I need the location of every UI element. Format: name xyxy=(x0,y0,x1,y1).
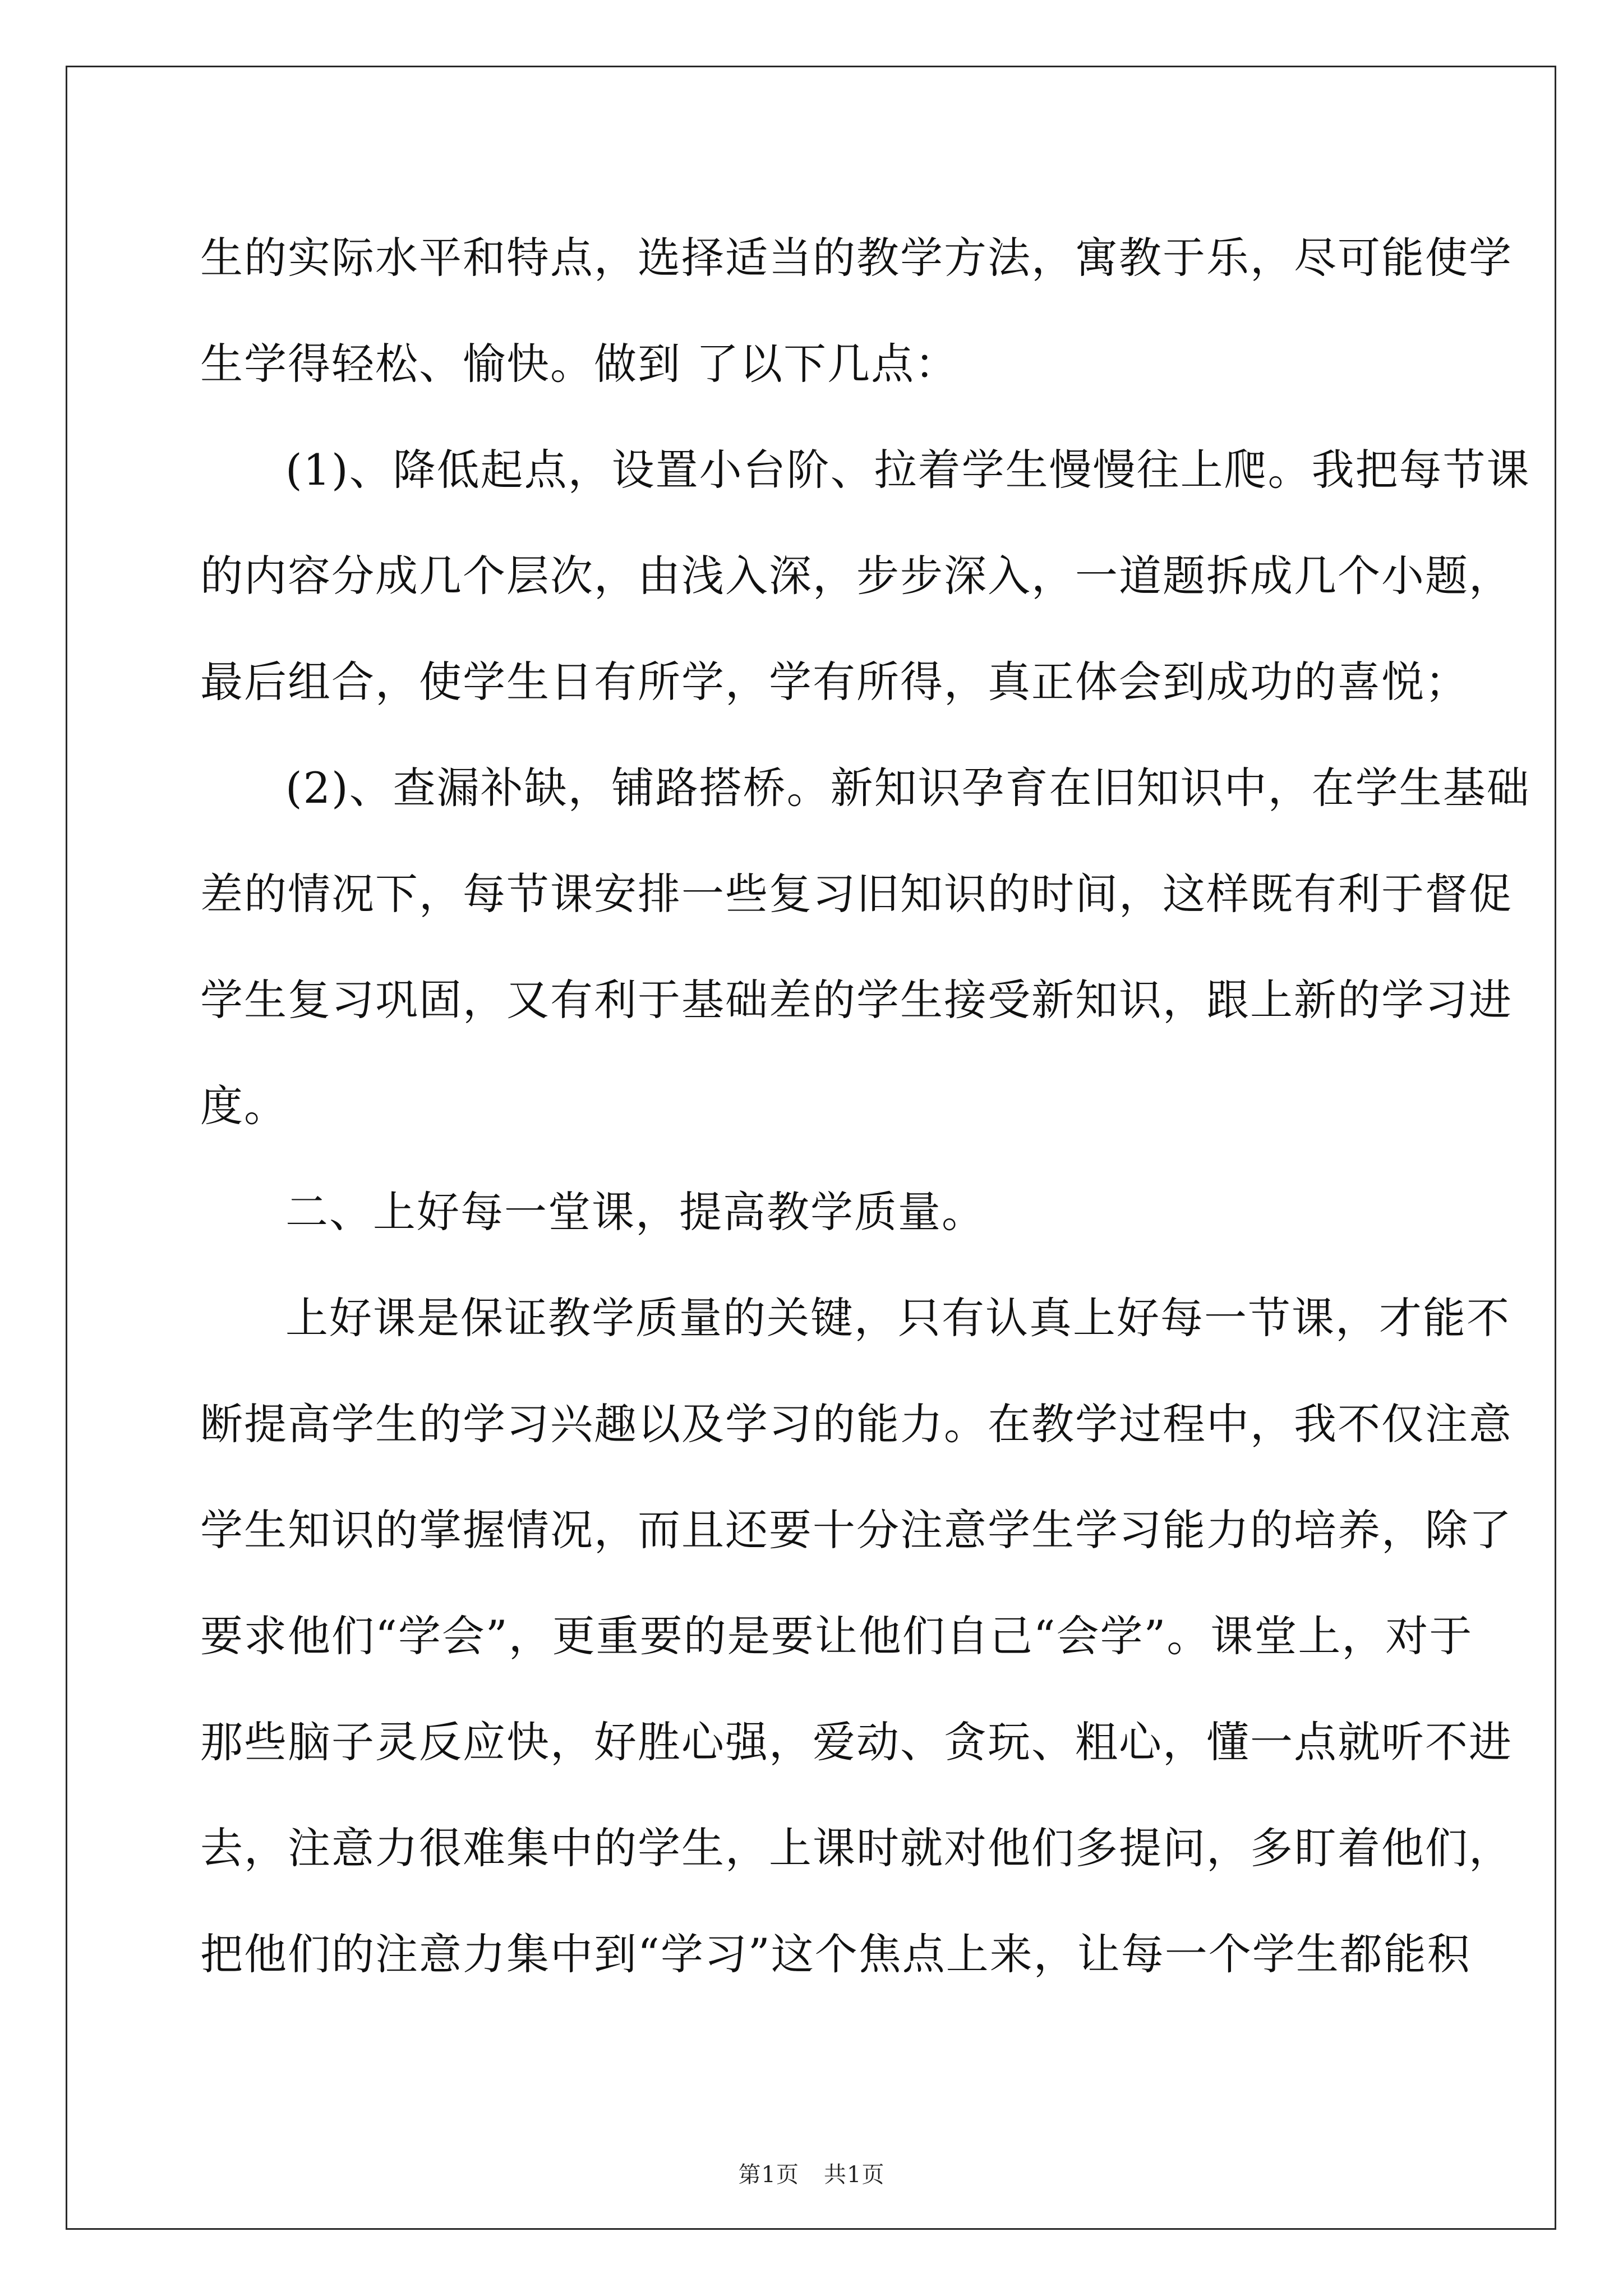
text-line: 上好课是保证教学质量的关键，只有认真上好每一节课，才能不 xyxy=(285,1293,1510,1343)
text-line: (1)、降低起点，设置小台阶、拉着学生慢慢往上爬。我把每节课 xyxy=(285,445,1530,495)
text-line: 那些脑子灵反应快，好胜心强，爱动、贪玩、粗心，懂一点就听不进 xyxy=(200,1717,1513,1767)
text-line: 去，注意力很难集中的学生，上课时就对他们多提问，多盯着他们， xyxy=(200,1823,1513,1873)
text-line: 学生复习巩固，又有利于基础差的学生接受新知识，跟上新的学习进 xyxy=(200,975,1513,1025)
page-footer xyxy=(0,2157,1623,2189)
document-body xyxy=(200,205,1530,2007)
text-line: 生的实际水平和特点，选择适当的教学方法，寓教于乐，尽可能使学 xyxy=(200,233,1513,283)
page-number: 第1页 xyxy=(738,2162,799,2188)
page-total: 共1页 xyxy=(824,2162,885,2188)
text-line: 度。 xyxy=(200,1081,288,1131)
text-line: 的内容分成几个层次，由浅入深，步步深入，一道题拆成几个小题， xyxy=(200,551,1513,601)
text-line: 差的情况下，每节课安排一些复习旧知识的时间，这样既有利于督促 xyxy=(200,869,1513,919)
text-line: 二、上好每一堂课，提高教学质量。 xyxy=(285,1187,985,1237)
text-line: 最后组合，使学生日有所学，学有所得，真正体会到成功的喜悦； xyxy=(200,657,1469,707)
text-line: 把他们的注意力集中到“学习”这个焦点上来，让每一个学生都能积 xyxy=(200,1929,1471,1979)
text-line: 学生知识的掌握情况，而且还要十分注意学生学习能力的培养，除了 xyxy=(200,1505,1513,1555)
text-line: 断提高学生的学习兴趣以及学习的能力。在教学过程中，我不仅注意 xyxy=(200,1399,1513,1449)
text-line: 生学得轻松、愉快。做到 了以下几点： xyxy=(200,339,959,389)
text-line: (2)、查漏补缺，铺路搭桥。新知识孕育在旧知识中，在学生基础 xyxy=(285,763,1530,813)
text-line: 要求他们“学会”，更重要的是要让他们自己“会学”。课堂上，对于 xyxy=(200,1611,1473,1661)
